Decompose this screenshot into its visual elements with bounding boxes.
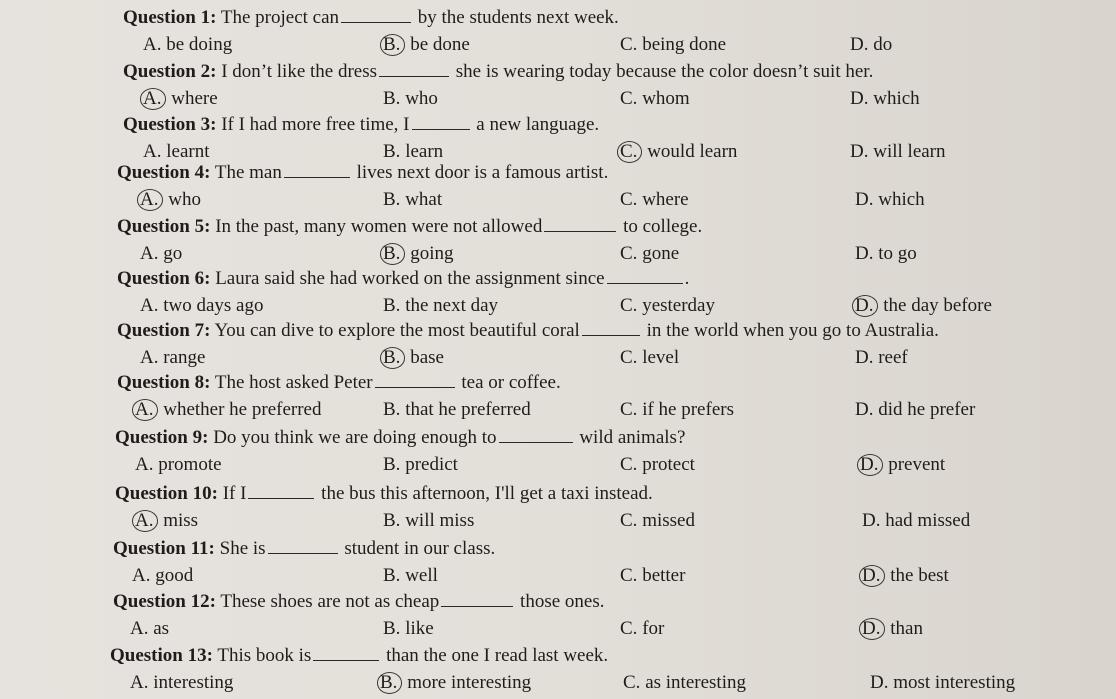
option-a: A. go (140, 243, 183, 264)
stem-before: This book is (217, 645, 312, 666)
option-d: D. will learn (850, 141, 946, 162)
stem-before: Do you think we are doing enough to (213, 427, 497, 448)
answer-blank (268, 539, 338, 554)
stem-before: The host asked Peter (214, 372, 373, 393)
stem-before: If I had more free time, I (221, 114, 410, 135)
question-label: Question 2: (123, 61, 217, 82)
answer-blank (284, 163, 350, 178)
answer-blank (582, 321, 640, 336)
option-b: B. like (383, 618, 434, 639)
answer-circle: A. (132, 399, 158, 421)
answer-blank (441, 592, 513, 607)
stem-before: The man (214, 162, 282, 183)
option-b: B. well (383, 565, 438, 586)
stem-after: the bus this afternoon, I'll get a taxi instead. (321, 483, 653, 504)
answer-circle: B. (377, 672, 402, 694)
answer-circle: B. (380, 243, 405, 265)
stem-after: tea or coffee. (461, 372, 561, 393)
option-b: B. who (383, 88, 438, 109)
question-label: Question 8: (117, 372, 211, 393)
stem-after: lives next door is a famous artist. (356, 162, 609, 183)
stem-after: those ones. (520, 591, 605, 612)
option-b: B. be done (383, 34, 470, 56)
answer-blank (412, 115, 470, 130)
answer-circle: D. (852, 295, 878, 317)
stem-after: in the world when you go to Australia. (646, 320, 939, 341)
question-6 (0, 268, 1116, 322)
option-d: D. the day before (855, 295, 992, 317)
option-c: C. level (620, 347, 680, 368)
question-stem (117, 372, 561, 394)
question-label: Question 13: (110, 645, 213, 666)
stem-before: If I (222, 483, 247, 504)
option-a: A. who (140, 189, 201, 211)
answer-circle: B. (380, 347, 405, 369)
option-a: A. as (130, 618, 170, 639)
question-8 (0, 372, 1116, 426)
question-10 (0, 483, 1116, 537)
question-9 (0, 427, 1116, 481)
option-d: D. prevent (860, 454, 945, 476)
stem-after: . (684, 268, 690, 289)
question-stem (113, 538, 495, 560)
question-12 (0, 591, 1116, 645)
option-c: C. as interesting (623, 672, 746, 693)
question-stem (117, 216, 702, 238)
option-c: C. where (620, 189, 689, 210)
option-d: D. had missed (862, 510, 971, 531)
stem-after: wild animals? (579, 427, 686, 448)
option-b: B. that he preferred (383, 399, 531, 420)
option-d: D. which (850, 88, 920, 109)
option-d: D. to go (855, 243, 917, 264)
option-c: C. missed (620, 510, 695, 531)
answer-blank (544, 217, 616, 232)
option-c: C. being done (620, 34, 727, 55)
option-d: D. than (862, 618, 923, 640)
option-b: B. predict (383, 454, 458, 475)
answer-circle: A. (137, 189, 163, 211)
question-label: Question 3: (123, 114, 217, 135)
question-label: Question 7: (117, 320, 211, 341)
option-c: C. would learn (620, 141, 737, 163)
stem-after: than the one I read last week. (386, 645, 609, 666)
option-a: A. where (143, 88, 218, 110)
option-b: B. base (383, 347, 444, 369)
option-c: C. protect (620, 454, 695, 475)
question-label: Question 11: (113, 538, 215, 559)
option-a: A. two days ago (140, 295, 264, 316)
option-b: B. will miss (383, 510, 475, 531)
question-stem (123, 7, 619, 29)
answer-circle: D. (859, 565, 885, 587)
answer-circle: B. (380, 34, 405, 56)
option-c: C. gone (620, 243, 680, 264)
question-13 (0, 645, 1116, 699)
question-5 (0, 216, 1116, 270)
question-stem (117, 162, 608, 184)
question-label: Question 6: (117, 268, 211, 289)
option-c: C. yesterday (620, 295, 715, 316)
option-b: B. the next day (383, 295, 499, 316)
stem-before: She is (219, 538, 266, 559)
stem-before: The project can (220, 7, 340, 28)
option-a: A. range (140, 347, 206, 368)
question-label: Question 10: (115, 483, 218, 504)
answer-circle: C. (617, 141, 642, 163)
answer-blank (248, 484, 314, 499)
question-stem (117, 268, 689, 290)
option-a: A. promote (135, 454, 222, 475)
question-3 (0, 114, 1116, 168)
answer-blank (313, 646, 379, 661)
option-d: D. which (855, 189, 925, 210)
question-stem (110, 645, 608, 667)
answer-circle: D. (859, 618, 885, 640)
question-stem (117, 320, 939, 342)
option-d: D. most interesting (870, 672, 1016, 693)
stem-after: student in our class. (344, 538, 496, 559)
question-stem (123, 61, 873, 83)
option-c: C. whom (620, 88, 690, 109)
answer-blank (341, 8, 411, 23)
answer-blank (379, 62, 449, 77)
option-c: C. if he prefers (620, 399, 734, 420)
option-b: B. what (383, 189, 443, 210)
question-stem (123, 114, 599, 136)
option-a: A. miss (135, 510, 198, 532)
option-b: B. more interesting (380, 672, 531, 694)
stem-before: You can dive to explore the most beautiful coral (214, 320, 580, 341)
option-d: D. reef (855, 347, 908, 368)
stem-after: she is wearing today because the color doesn’t suit her. (455, 61, 874, 82)
answer-circle: D. (857, 454, 883, 476)
question-label: Question 4: (117, 162, 211, 183)
option-d: D. did he prefer (855, 399, 976, 420)
option-d: D. the best (862, 565, 949, 587)
stem-after: to college. (623, 216, 703, 237)
question-label: Question 12: (113, 591, 216, 612)
question-stem (115, 483, 653, 505)
stem-after: by the students next week. (417, 7, 619, 28)
stem-before: These shoes are not as cheap (220, 591, 440, 612)
question-stem (115, 427, 685, 449)
answer-blank (607, 269, 683, 284)
option-b: B. learn (383, 141, 444, 162)
option-c: C. for (620, 618, 665, 639)
stem-before: I don’t like the dress (221, 61, 378, 82)
option-a: A. whether he preferred (135, 399, 321, 421)
question-4 (0, 162, 1116, 216)
question-2 (0, 61, 1116, 115)
stem-before: Laura said she had worked on the assignment since (215, 268, 605, 289)
option-d: D. do (850, 34, 893, 55)
stem-before: In the past, many women were not allowed (215, 216, 543, 237)
question-7 (0, 320, 1116, 374)
answer-circle: A. (140, 88, 166, 110)
answer-blank (375, 373, 455, 388)
answer-circle: A. (132, 510, 158, 532)
question-stem (113, 591, 604, 613)
option-b: B. going (383, 243, 453, 265)
option-a: A. learnt (143, 141, 210, 162)
question-11 (0, 538, 1116, 592)
question-label: Question 5: (117, 216, 211, 237)
question-label: Question 1: (123, 7, 217, 28)
option-c: C. better (620, 565, 686, 586)
option-a: A. good (132, 565, 194, 586)
answer-blank (499, 428, 573, 443)
question-label: Question 9: (115, 427, 209, 448)
stem-after: a new language. (476, 114, 600, 135)
question-1 (0, 7, 1116, 61)
option-a: A. be doing (143, 34, 233, 55)
option-a: A. interesting (130, 672, 234, 693)
